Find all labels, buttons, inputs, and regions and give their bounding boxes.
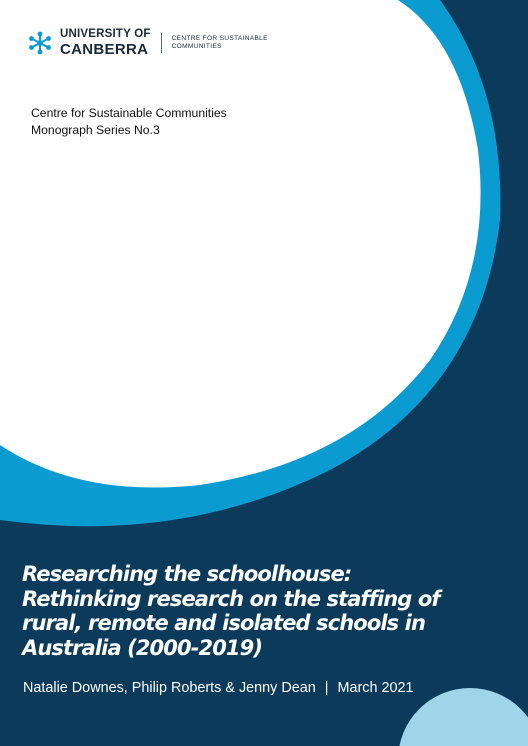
centre-name: [172, 35, 268, 51]
university-name-line1: UNIVERSITY OF: [60, 27, 151, 40]
title-line-1: Researching the schoolhouse:: [22, 562, 352, 586]
series-number: Monograph Series No.3: [31, 123, 160, 137]
university-name-line2: CANBERRA: [60, 41, 149, 59]
series-centre-name: Centre for Sustainable Communities: [31, 106, 227, 120]
university-name: [60, 29, 151, 58]
centre-name-line2: COMMUNITIES: [171, 43, 222, 50]
university-logo: [28, 28, 268, 58]
publication-date: March 2021: [337, 680, 414, 696]
title-line-3: rural, remote and isolated schools in: [22, 611, 426, 636]
monograph-title: [22, 562, 522, 660]
authors: Natalie Downes, Philip Roberts & Jenny Dean: [23, 680, 316, 696]
byline: [23, 680, 414, 696]
byline-separator: |: [324, 680, 329, 696]
centre-name-line1: CENTRE FOR SUSTAINABLE: [171, 34, 268, 42]
series-info: [31, 105, 227, 139]
university-emblem-icon: [28, 31, 52, 55]
title-line-2: Rethinking research on the staffing of: [22, 586, 440, 611]
logo-divider: [161, 33, 162, 53]
title-line-4: Australia (2000-2019): [22, 635, 263, 660]
